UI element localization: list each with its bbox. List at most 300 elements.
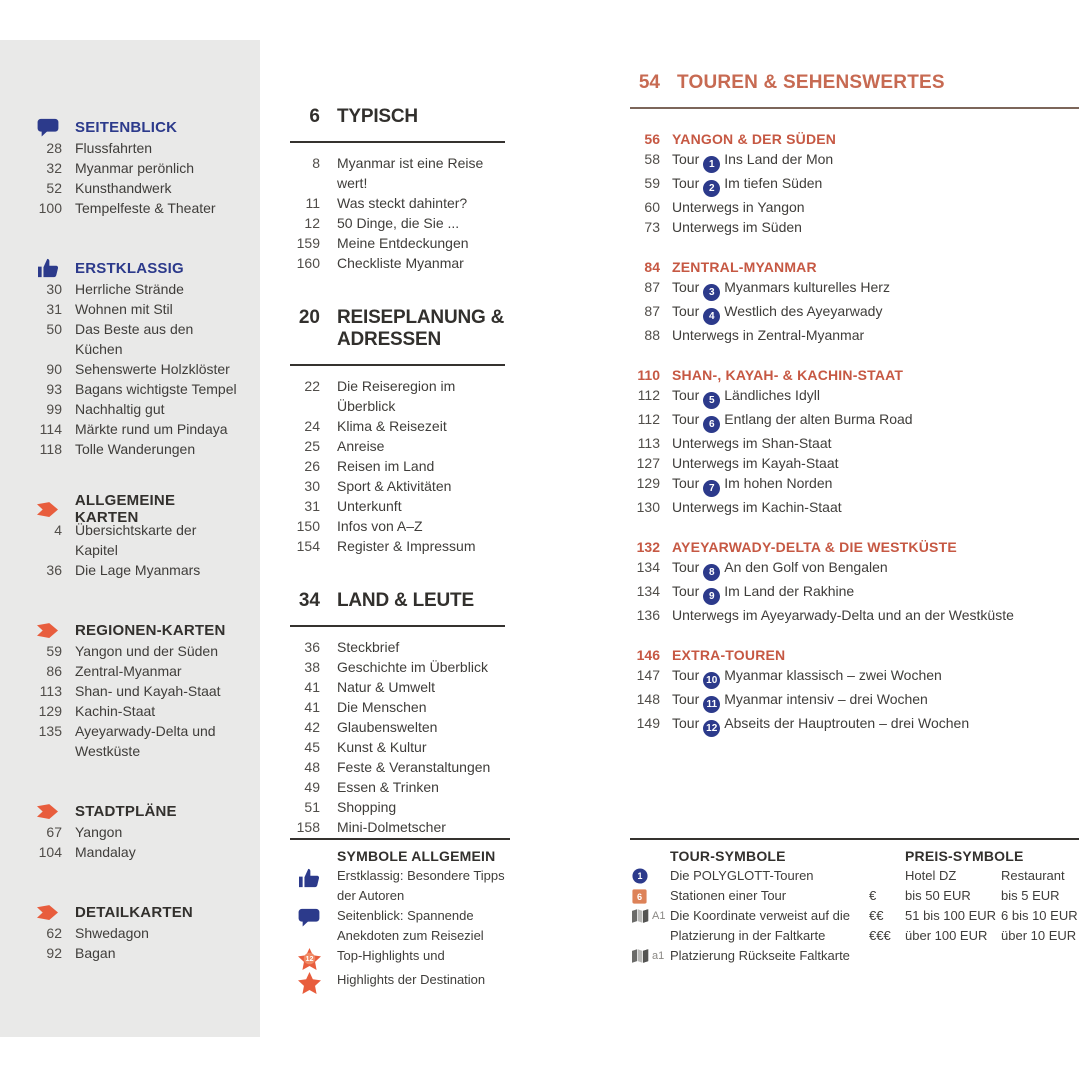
entry-label bbox=[672, 385, 820, 409]
legend-item bbox=[630, 886, 870, 906]
section-title: ALLGEMEINE KARTEN bbox=[74, 492, 176, 526]
toc-entry bbox=[30, 138, 242, 158]
page-number: 11 bbox=[305, 195, 320, 211]
toc-chapter bbox=[290, 590, 505, 837]
page-number: 127 bbox=[636, 455, 660, 471]
entry-label bbox=[672, 713, 969, 737]
page-number: 90 bbox=[46, 361, 62, 377]
entry-label: Die Reiseregion im Überblick bbox=[337, 378, 456, 414]
entry-label: Kachin-Staat bbox=[75, 703, 156, 719]
price-restaurant-value: bis 5 EUR bbox=[1001, 888, 1060, 903]
chapter-entries bbox=[290, 376, 505, 556]
section-header bbox=[30, 619, 242, 641]
tour-number-badge: 8 bbox=[703, 564, 720, 581]
toc-chapter bbox=[290, 307, 505, 556]
toc-entry bbox=[290, 757, 505, 777]
legend-items bbox=[290, 866, 510, 994]
page-number: 149 bbox=[636, 715, 660, 731]
page-number: 28 bbox=[46, 140, 62, 156]
price-symbol: € bbox=[869, 888, 877, 903]
page-number: 87 bbox=[644, 279, 660, 295]
tour-number-badge: 9 bbox=[703, 588, 720, 605]
page-number: 88 bbox=[644, 327, 660, 343]
entry-label bbox=[672, 497, 842, 517]
tour-word: Tour bbox=[672, 667, 700, 683]
page-number: 112 bbox=[637, 387, 660, 403]
page-number: 30 bbox=[46, 281, 62, 297]
entry-label: Reisen im Land bbox=[337, 458, 435, 474]
entry-label: Sport & Aktivitäten bbox=[337, 478, 452, 494]
subsection-entries bbox=[630, 385, 1079, 517]
page-number: 86 bbox=[46, 663, 62, 679]
speech-bubble-icon bbox=[30, 118, 62, 137]
tour-word: Tour bbox=[672, 715, 700, 731]
entry-label: Shopping bbox=[337, 799, 397, 815]
chapter-page-number: 34 bbox=[298, 590, 320, 611]
price-row bbox=[865, 906, 1079, 926]
chapter-page-number: 54 bbox=[638, 72, 660, 93]
page-number: 93 bbox=[46, 381, 62, 397]
entry-label: Die Lage Myanmars bbox=[75, 562, 201, 578]
page-number: 158 bbox=[296, 819, 320, 835]
toc-entry bbox=[630, 713, 1079, 737]
legend-item bbox=[630, 906, 870, 946]
entry-label: Ayeyarwady-Delta und Westküste bbox=[75, 723, 216, 759]
page-number: 67 bbox=[46, 824, 62, 840]
page-number: 132 bbox=[636, 539, 660, 555]
chapter-title: LAND & LEUTE bbox=[337, 590, 474, 611]
entry-label: Mandalay bbox=[75, 844, 136, 860]
tour-word: Tour bbox=[672, 175, 700, 191]
tour-number-badge: 3 bbox=[703, 284, 720, 301]
legend-text: Die POLYGLOTT-Touren bbox=[670, 868, 814, 883]
tour-number-badge: 2 bbox=[703, 180, 720, 197]
chapter-page-number: 6 bbox=[309, 106, 320, 127]
toc-entry bbox=[290, 516, 505, 536]
toc-entry bbox=[290, 416, 505, 436]
toc-entry bbox=[30, 681, 242, 701]
toc-entry bbox=[30, 842, 242, 862]
tour-section bbox=[630, 257, 1079, 345]
speech-bubble-icon bbox=[290, 906, 337, 946]
page-number: 26 bbox=[304, 458, 320, 474]
legend-text: Die Koordinate verweist auf die Platzierung in der Faltkarte bbox=[670, 908, 850, 943]
tour-word: Tour bbox=[672, 151, 700, 167]
price-hotel-value: bis 50 EUR bbox=[905, 888, 971, 903]
entry-label bbox=[672, 605, 1014, 625]
page-number: 160 bbox=[296, 255, 320, 271]
page-number: 36 bbox=[304, 639, 320, 655]
chapter-header bbox=[630, 72, 1079, 94]
tour-word: Tour bbox=[672, 387, 700, 403]
sidebar-section bbox=[30, 492, 242, 580]
svg-text:6: 6 bbox=[636, 891, 643, 902]
section-header bbox=[30, 492, 242, 526]
page-number: 73 bbox=[644, 219, 660, 235]
sidebar-section bbox=[30, 257, 242, 459]
toc-entry bbox=[630, 277, 1079, 301]
page-number: 129 bbox=[636, 475, 660, 491]
toc-entry bbox=[630, 217, 1079, 237]
entry-text: An den Golf von Bengalen bbox=[724, 559, 888, 575]
tour-section bbox=[630, 645, 1079, 737]
entry-label: 50 Dinge, die Sie ... bbox=[337, 215, 460, 231]
page-number: 51 bbox=[304, 799, 320, 815]
page-number: 45 bbox=[304, 739, 320, 755]
entry-label bbox=[672, 173, 822, 197]
legend-items bbox=[630, 866, 870, 966]
section-entries bbox=[30, 279, 242, 459]
toc-entry bbox=[630, 385, 1079, 409]
entry-label: Myanmar ist eine Reise wert! bbox=[337, 155, 484, 191]
divider bbox=[290, 625, 505, 627]
entry-label: Steckbrief bbox=[337, 639, 400, 655]
toc-entry bbox=[290, 737, 505, 757]
toc-entry bbox=[30, 439, 242, 459]
price-symbol-cell bbox=[865, 866, 905, 886]
entry-label bbox=[672, 557, 888, 581]
section-title: ERSTKLASSIG bbox=[75, 259, 184, 277]
toc-entry bbox=[630, 557, 1079, 581]
tour-number-badge: 6 bbox=[703, 416, 720, 433]
subsection-title: EXTRA-TOUREN bbox=[672, 647, 786, 663]
toc-entry bbox=[290, 376, 505, 416]
toc-entry bbox=[290, 496, 505, 516]
price-restaurant-value: über 10 EUR bbox=[1001, 928, 1077, 943]
foldmap-icon bbox=[632, 949, 649, 963]
sidebar-section bbox=[30, 901, 242, 963]
price-restaurant-header: Restaurant bbox=[1001, 868, 1065, 883]
price-header-row bbox=[865, 866, 1079, 886]
entry-label: Zentral-Myanmar bbox=[75, 663, 182, 679]
symbols-legend bbox=[290, 838, 510, 994]
chapter-title: TOUREN & SEHENSWERTES bbox=[677, 72, 945, 93]
entry-label bbox=[672, 149, 833, 173]
entry-text: Im tiefen Süden bbox=[724, 175, 823, 191]
section-header bbox=[30, 257, 242, 279]
entry-label: Bagans wichtigste Tempel bbox=[75, 381, 237, 397]
toc-entry bbox=[290, 153, 505, 193]
subsection-title: YANGON & DER SÜDEN bbox=[672, 131, 837, 147]
page-number: 110 bbox=[637, 367, 660, 383]
tour-word: Tour bbox=[672, 411, 700, 427]
toc-entry bbox=[630, 497, 1079, 517]
page-number: 114 bbox=[39, 421, 62, 437]
legend-item bbox=[630, 866, 870, 886]
page-number: 100 bbox=[38, 200, 62, 216]
section-header bbox=[30, 901, 242, 923]
entry-label bbox=[672, 581, 854, 605]
toc-chapter bbox=[290, 106, 505, 273]
divider bbox=[290, 141, 505, 143]
tour-sections bbox=[630, 129, 1079, 737]
toc-entry bbox=[30, 822, 242, 842]
page-number: 130 bbox=[636, 499, 660, 515]
toc-entry bbox=[290, 797, 505, 817]
legend-icon-cell bbox=[630, 886, 670, 906]
subsection-header bbox=[630, 129, 1079, 149]
map-arrow-icon bbox=[30, 502, 62, 517]
toc-entry bbox=[30, 399, 242, 419]
page-number: 87 bbox=[644, 303, 660, 319]
entry-label: Flussfahrten bbox=[75, 140, 153, 156]
page-number: 84 bbox=[644, 259, 660, 275]
page-number: 148 bbox=[636, 691, 660, 707]
price-symbol: €€€ bbox=[869, 928, 891, 943]
entry-label: Herrliche Strände bbox=[75, 281, 184, 297]
tour-number-badge: 11 bbox=[703, 696, 720, 713]
section-entries bbox=[30, 641, 242, 761]
chapter-page-number: 20 bbox=[298, 307, 320, 328]
thumbs-up-icon bbox=[290, 866, 337, 906]
page-number: 150 bbox=[296, 518, 320, 534]
tour-word: Tour bbox=[672, 691, 700, 707]
page-number: 136 bbox=[636, 607, 660, 623]
map-coordinate-tag: a1 bbox=[652, 950, 665, 962]
page-number: 99 bbox=[46, 401, 62, 417]
entry-label: Geschichte im Überblick bbox=[337, 659, 488, 675]
tour-section bbox=[630, 537, 1079, 625]
entry-label: Natur & Umwelt bbox=[337, 679, 436, 695]
toc-entry bbox=[290, 536, 505, 556]
legend-title: SYMBOLE ALLGEMEIN bbox=[337, 848, 496, 864]
entry-label: Shan- und Kayah-Staat bbox=[75, 683, 221, 699]
entry-label: Unterkunft bbox=[337, 498, 402, 514]
toc-entry bbox=[30, 701, 242, 721]
subsection-title: AYEYARWADY-DELTA & DIE WESTKÜSTE bbox=[672, 539, 957, 555]
chapter-title: REISEPLANUNG & ADRESSEN bbox=[337, 307, 505, 350]
toc-entry bbox=[30, 178, 242, 198]
price-hotel-value: über 100 EUR bbox=[905, 928, 988, 943]
page-number: 42 bbox=[304, 719, 320, 735]
page-number: 48 bbox=[304, 759, 320, 775]
toc-entry bbox=[630, 173, 1079, 197]
legend-text: Erstklassig: Besondere Tipps der Autoren bbox=[337, 868, 505, 903]
entry-label: Essen & Trinken bbox=[337, 779, 439, 795]
page-number: 8 bbox=[312, 155, 320, 171]
section-title: DETAILKARTEN bbox=[75, 903, 193, 921]
entry-label: Was steckt dahinter? bbox=[337, 195, 468, 211]
toc-entry bbox=[630, 453, 1079, 473]
page-number: 129 bbox=[38, 703, 62, 719]
legend-icon-cell bbox=[630, 906, 670, 926]
entry-text: Myanmar klassisch – zwei Wochen bbox=[724, 667, 942, 683]
svg-text:1: 1 bbox=[637, 871, 643, 882]
entry-label: Anreise bbox=[337, 438, 385, 454]
entry-label bbox=[672, 409, 913, 433]
tour-number-badge: 5 bbox=[703, 392, 720, 409]
page-number: 104 bbox=[38, 844, 62, 860]
toc-entry bbox=[290, 436, 505, 456]
toc-entry bbox=[630, 433, 1079, 453]
toc-entry bbox=[30, 379, 242, 399]
page-number: 134 bbox=[636, 583, 660, 599]
entry-text: Entlang der alten Burma Road bbox=[724, 411, 913, 427]
toc-entry bbox=[30, 319, 242, 359]
price-symbols-legend bbox=[865, 846, 1079, 946]
chapter-title: TYPISCH bbox=[337, 106, 418, 127]
page-number: 154 bbox=[296, 538, 320, 554]
page-number: 113 bbox=[39, 683, 62, 699]
station-square-icon bbox=[632, 889, 647, 904]
page-number: 92 bbox=[46, 945, 62, 961]
page-number: 135 bbox=[38, 723, 62, 739]
divider bbox=[630, 107, 1079, 109]
entry-label: Übersichtskarte der Kapitel bbox=[75, 522, 197, 558]
section-header bbox=[30, 800, 242, 822]
toc-entry bbox=[30, 158, 242, 178]
toc-entry bbox=[630, 605, 1079, 625]
toc-entry bbox=[630, 149, 1079, 173]
legend-item bbox=[290, 866, 510, 906]
price-row bbox=[865, 926, 1079, 946]
legend-icon-cell bbox=[630, 946, 670, 966]
price-symbol: €€ bbox=[869, 908, 884, 923]
entry-text: Unterwegs im Süden bbox=[672, 219, 802, 235]
chapter-header bbox=[290, 106, 505, 128]
toc-entry bbox=[30, 721, 242, 761]
entry-label: Yangon und der Süden bbox=[75, 643, 218, 659]
entry-label: Märkte rund um Pindaya bbox=[75, 421, 228, 437]
toc-entry bbox=[630, 581, 1079, 605]
entry-label bbox=[672, 453, 839, 473]
price-restaurant-value: 6 bis 10 EUR bbox=[1001, 908, 1078, 923]
page-number: 58 bbox=[644, 151, 660, 167]
legend-text: Top-Highlights und bbox=[337, 948, 445, 963]
entry-label: Checkliste Myanmar bbox=[337, 255, 464, 271]
entry-label: Das Beste aus den Küchen bbox=[75, 321, 194, 357]
section-entries bbox=[30, 923, 242, 963]
subsection-header bbox=[630, 537, 1079, 557]
price-hotel-header: Hotel DZ bbox=[905, 868, 957, 883]
tour-word: Tour bbox=[672, 475, 700, 491]
page-number: 32 bbox=[46, 160, 62, 176]
subsection-header bbox=[630, 365, 1079, 385]
entry-label bbox=[672, 665, 942, 689]
page-number: 134 bbox=[636, 559, 660, 575]
entry-text: Unterwegs im Kachin-Staat bbox=[672, 499, 842, 515]
entry-label: Klima & Reisezeit bbox=[337, 418, 447, 434]
section-entries bbox=[30, 822, 242, 862]
toc-entry bbox=[290, 193, 505, 213]
toc-entry bbox=[290, 697, 505, 717]
page-number: 60 bbox=[644, 199, 660, 215]
toc-entry bbox=[30, 560, 242, 580]
entry-label: Die Menschen bbox=[337, 699, 427, 715]
entry-text: Myanmars kulturelles Herz bbox=[724, 279, 890, 295]
tour-price-legend bbox=[630, 838, 1079, 963]
section-entries bbox=[30, 138, 242, 218]
page-number: 12 bbox=[304, 215, 320, 231]
toc-entry bbox=[30, 943, 242, 963]
section-header bbox=[30, 116, 242, 138]
toc-entry bbox=[630, 301, 1079, 325]
page-number: 31 bbox=[46, 301, 62, 317]
page-number: 159 bbox=[296, 235, 320, 251]
page-number: 52 bbox=[46, 180, 62, 196]
entry-label bbox=[672, 217, 802, 237]
entry-label bbox=[672, 277, 890, 301]
legend-text: Highlights der Destination bbox=[337, 972, 486, 987]
entry-label: Kunst & Kultur bbox=[337, 739, 427, 755]
middle-column bbox=[290, 72, 505, 837]
page-number: 50 bbox=[46, 321, 62, 337]
map-arrow-icon bbox=[30, 623, 62, 638]
page-number: 49 bbox=[304, 779, 320, 795]
legend-text: Stationen einer Tour bbox=[670, 888, 787, 903]
sidebar-section bbox=[30, 619, 242, 761]
page-number: 147 bbox=[636, 667, 660, 683]
entry-text: Abseits der Hauptrouten – drei Wochen bbox=[724, 715, 970, 731]
toc-entry bbox=[630, 473, 1079, 497]
tour-word: Tour bbox=[672, 583, 700, 599]
page-number: 113 bbox=[637, 435, 660, 451]
toc-entry bbox=[290, 213, 505, 233]
chapter-header bbox=[290, 307, 505, 351]
entry-text: Unterwegs im Ayeyarwady-Delta und an der Westküste bbox=[672, 607, 1014, 623]
star-badge-icon bbox=[290, 946, 337, 970]
price-hotel-value: 51 bis 100 EUR bbox=[905, 908, 997, 923]
star-icon bbox=[290, 970, 337, 994]
toc-entry bbox=[290, 233, 505, 253]
legend-icon-cell bbox=[630, 866, 670, 886]
page-number: 59 bbox=[644, 175, 660, 191]
tour-number-badge: 4 bbox=[703, 308, 720, 325]
entry-label: Wohnen mit Stil bbox=[75, 301, 173, 317]
page-number: 118 bbox=[39, 441, 62, 457]
tour-section bbox=[630, 129, 1079, 237]
subsection-entries bbox=[630, 277, 1079, 345]
svg-text:12: 12 bbox=[305, 955, 314, 964]
toc-entry bbox=[30, 661, 242, 681]
page-number: 36 bbox=[46, 562, 62, 578]
subsection-entries bbox=[630, 557, 1079, 625]
map-arrow-icon bbox=[30, 804, 62, 819]
subsection-title: SHAN-, KAYAH- & KACHIN-STAAT bbox=[672, 367, 904, 383]
entry-label: Sehenswerte Holzklöster bbox=[75, 361, 230, 377]
toc-entry bbox=[30, 299, 242, 319]
toc-entry bbox=[630, 665, 1079, 689]
entry-label bbox=[672, 433, 832, 453]
toc-entry bbox=[30, 923, 242, 943]
tour-word: Tour bbox=[672, 559, 700, 575]
page-number: 4 bbox=[54, 522, 62, 538]
map-coordinate-tag: A1 bbox=[652, 910, 666, 922]
entry-label: Nachhaltig gut bbox=[75, 401, 165, 417]
entry-text: Unterwegs in Yangon bbox=[672, 199, 805, 215]
legend-title: TOUR-SYMBOLE bbox=[670, 848, 786, 864]
page-number: 31 bbox=[304, 498, 320, 514]
page-number: 146 bbox=[636, 647, 660, 663]
section-title: REGIONEN-KARTEN bbox=[75, 621, 226, 639]
entry-label bbox=[672, 325, 864, 345]
entry-text: Unterwegs im Kayah-Staat bbox=[672, 455, 839, 471]
toc-entry bbox=[290, 817, 505, 837]
entry-label bbox=[672, 197, 805, 217]
entry-text: Im Land der Rakhine bbox=[724, 583, 855, 599]
toc-entry bbox=[30, 359, 242, 379]
entry-text: Myanmar intensiv – drei Wochen bbox=[724, 691, 928, 707]
entry-label: Register & Impressum bbox=[337, 538, 476, 554]
tour-word: Tour bbox=[672, 303, 700, 319]
sidebar-section bbox=[30, 800, 242, 862]
entry-text: Westlich des Ayeyarwady bbox=[724, 303, 883, 319]
price-rows bbox=[865, 886, 1079, 946]
entry-label bbox=[672, 689, 928, 713]
page-number: 62 bbox=[46, 925, 62, 941]
toc-entry bbox=[290, 777, 505, 797]
entry-label: Glaubenswelten bbox=[337, 719, 438, 735]
